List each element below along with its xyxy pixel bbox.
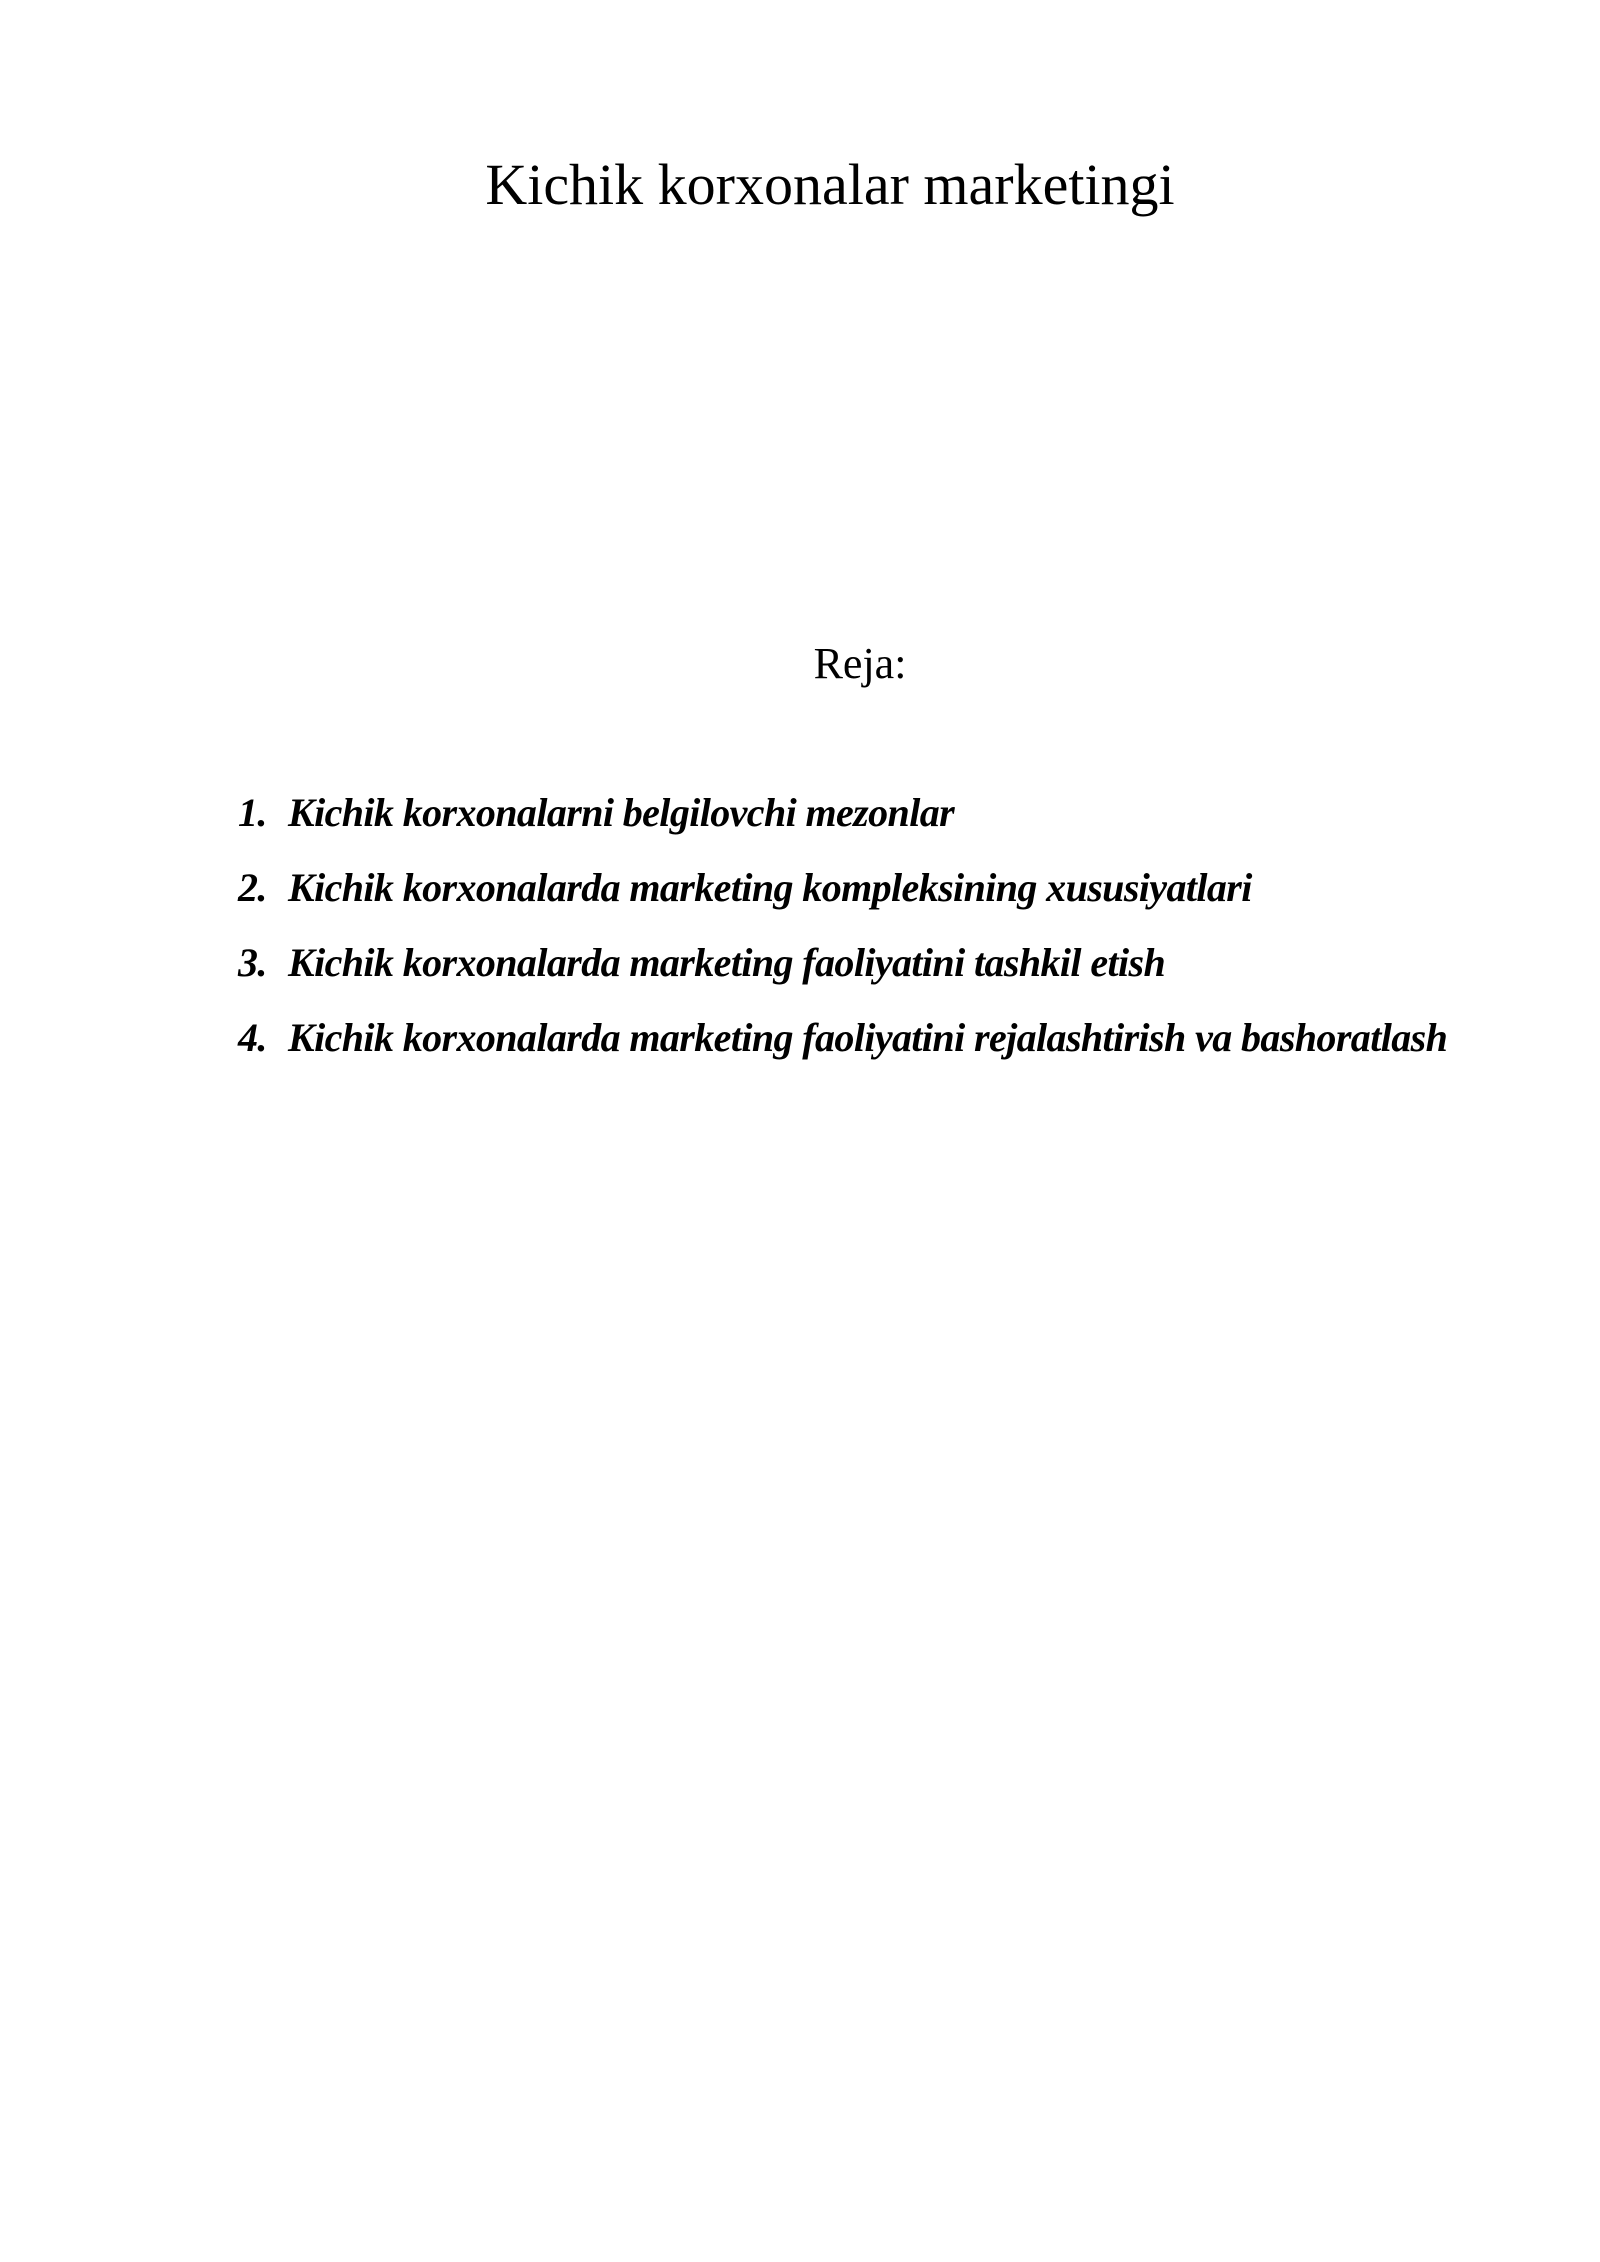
plan-heading: Reja:: [813, 639, 907, 688]
plan-item-number: 4.: [238, 1015, 267, 1060]
plan-item-1: [238, 775, 1538, 850]
plan-item-number: 2.: [238, 865, 267, 910]
plan-item-4: [238, 1000, 1538, 1075]
plan-item-text: Kichik korxonalarda marketing faoliyatini rejalashtirish va bashoratlash: [288, 1015, 1448, 1060]
plan-item-text: Kichik korxonalarni belgilovchi mezonlar: [288, 790, 955, 835]
plan-item-number: 3.: [238, 940, 267, 985]
plan-item-2: [238, 850, 1538, 925]
plan-item-3: [238, 925, 1538, 1000]
plan-item-number: 1.: [238, 790, 267, 835]
plan-list: [238, 775, 1538, 1075]
plan-item-text: Kichik korxonalarda marketing faoliyatini tashkil etish: [288, 940, 1166, 985]
document-title: Kichik korxonalar marketingi: [485, 152, 1175, 217]
plan-item-text: Kichik korxonalarda marketing kompleksining xususiyatlari: [288, 865, 1252, 910]
